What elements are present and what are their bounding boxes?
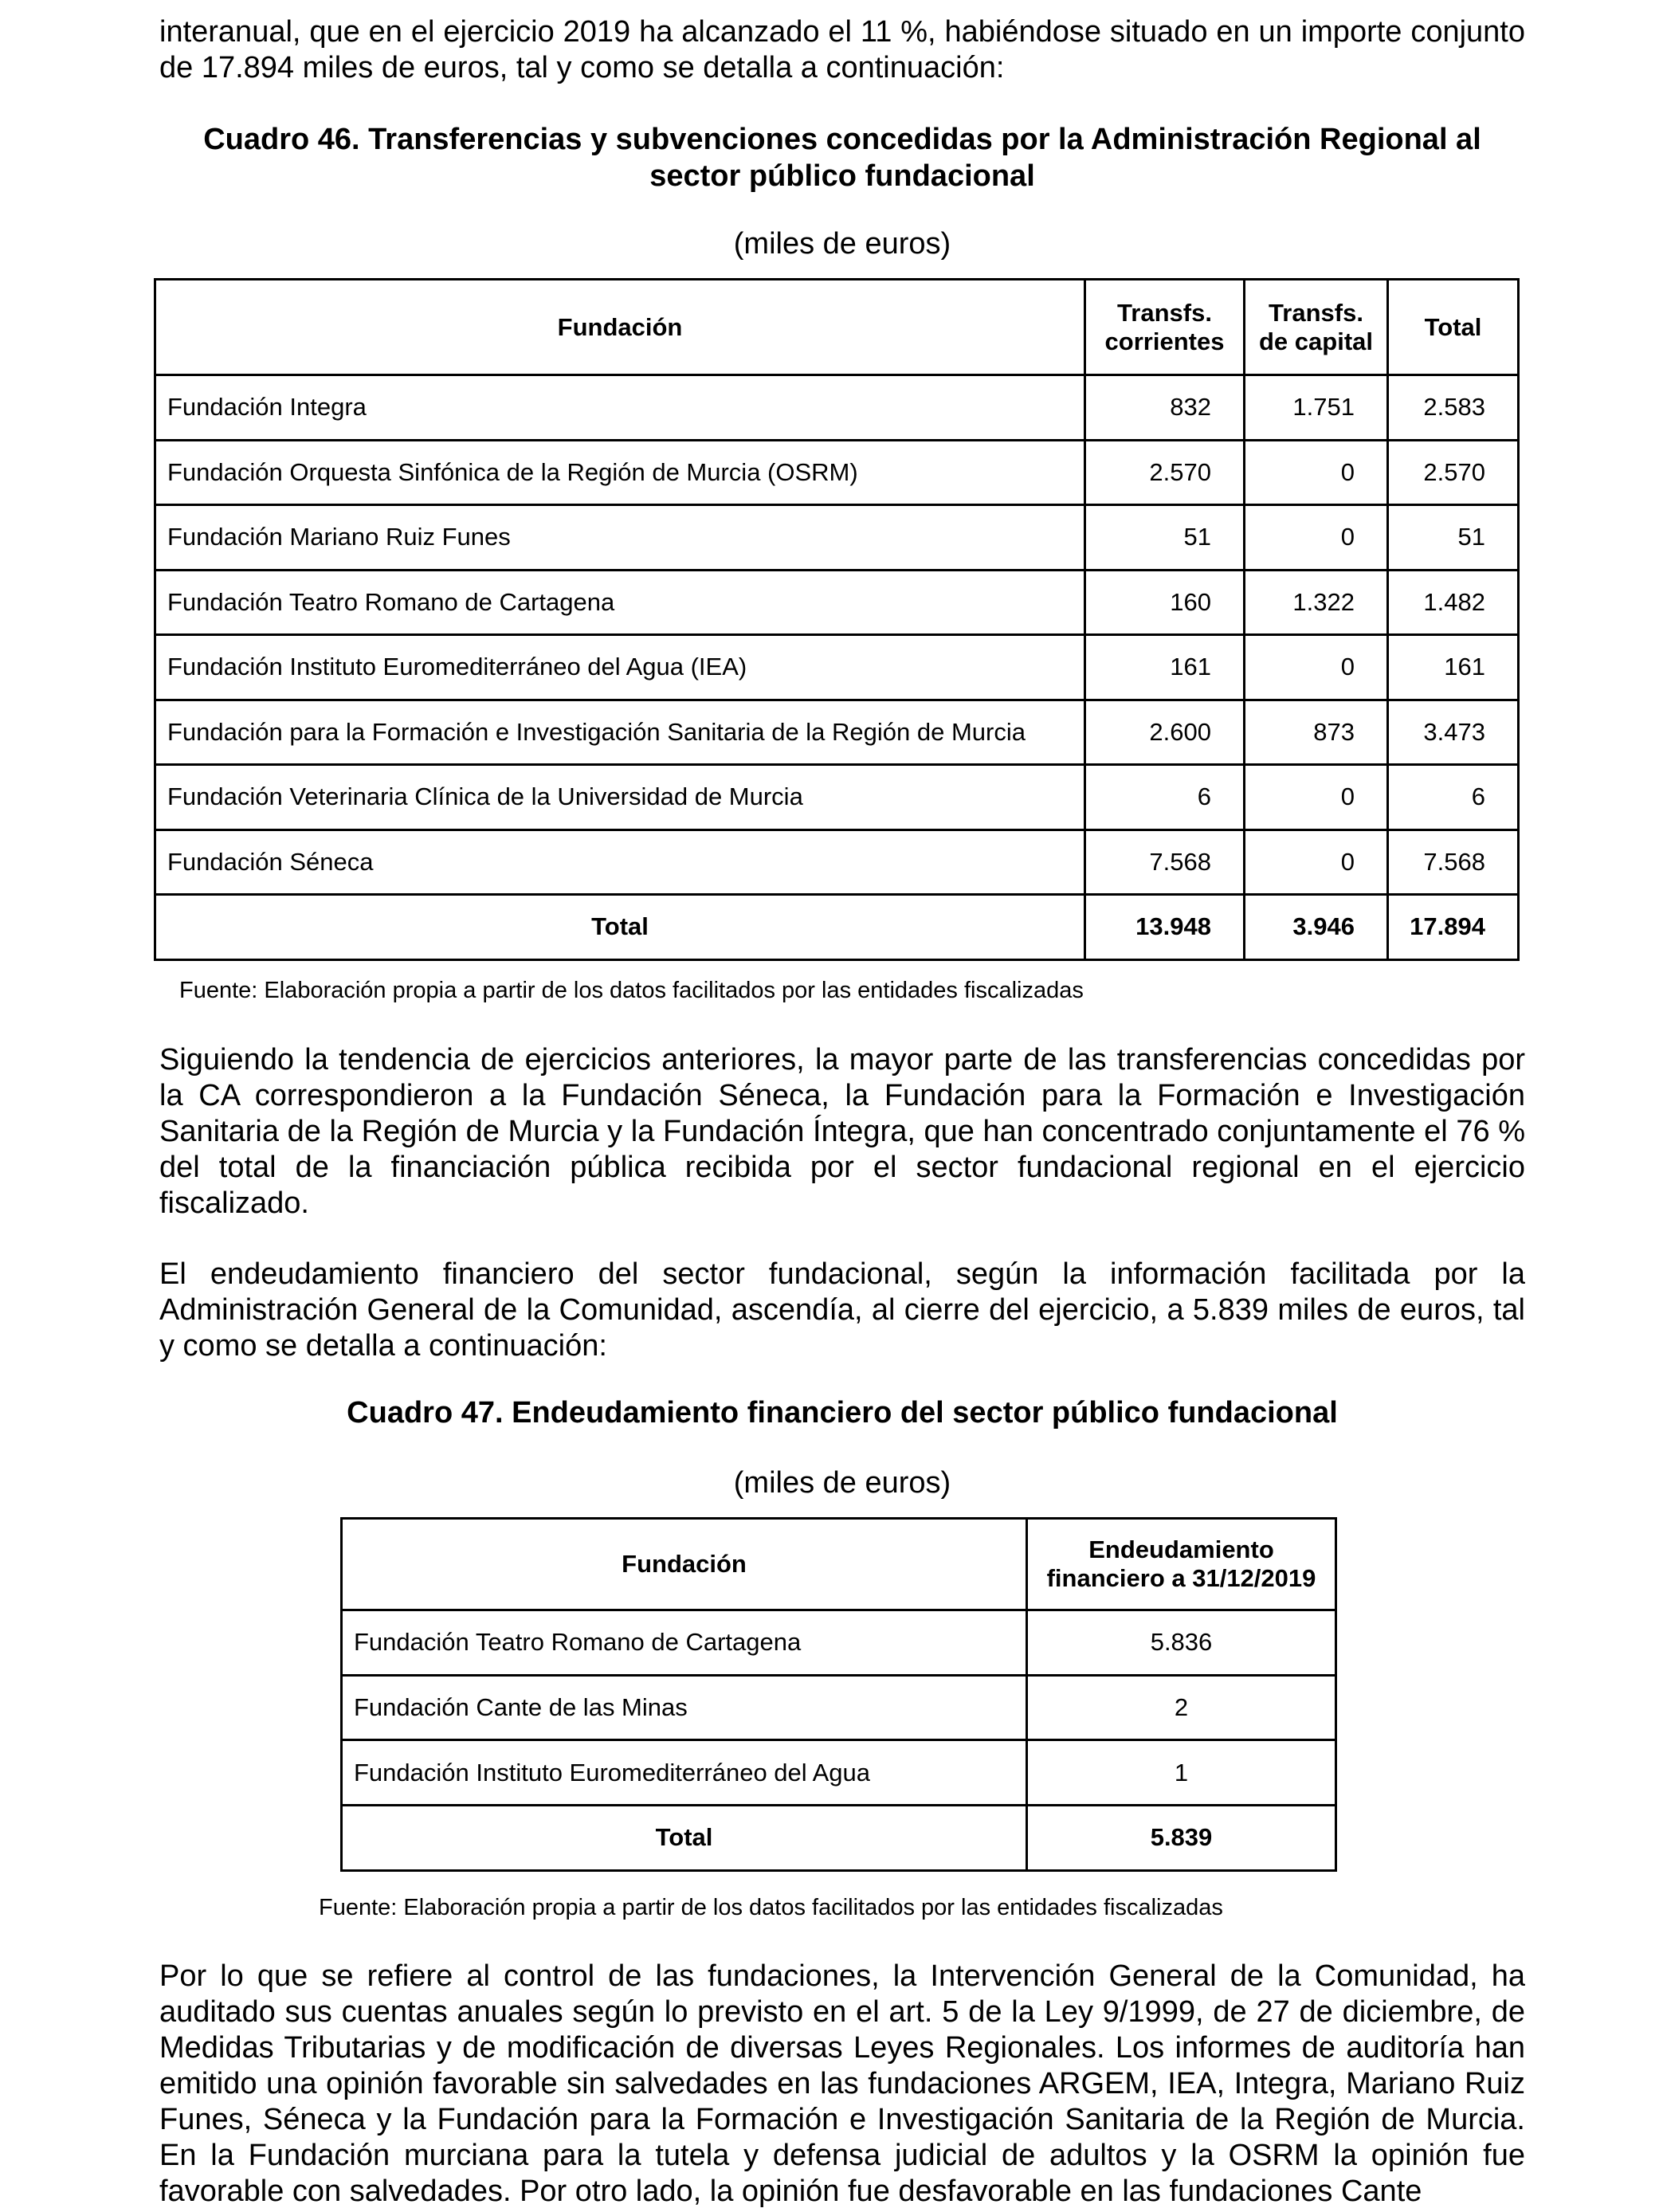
row-capital: 0 <box>1245 440 1388 505</box>
row-corrientes: 7.568 <box>1085 830 1245 895</box>
total-label: Total <box>342 1806 1027 1871</box>
header-total: Total <box>1388 280 1519 375</box>
row-capital: 0 <box>1245 505 1388 571</box>
paragraph-4: Por lo que se refiere al control de las fundaciones, la Intervención General de la Comunidad, ha auditado sus cuentas anuales según lo previsto en el art. 5 de la Ley 9/1999, de 27 de diciembre, de Medidas Tributarias y de modificación de diversas Leyes Regionales. Los informes de auditoría han emitido una opinión favorable sin salvedades en las fundaciones ARGEM, IEA, Integra, Mariano Ruiz Funes, Séneca y la Fundación para la Formación e Investigación Sanitaria de la Región de Murcia. En la Fundación murciana para la tutela y defensa judicial de adultos y la OSRM la opinión fue favorable con salvedades. Por otro lado, la opinión fue desfavorable en las fundaciones Cante <box>159 1959 1525 2208</box>
table-row <box>155 830 1519 895</box>
table-47-source: Fuente: Elaboración propia a partir de los datos facilitados por las entidades fiscalizadas <box>319 1895 1223 1920</box>
row-name: Fundación para la Formación e Investigación Sanitaria de la Región de Murcia <box>155 700 1085 765</box>
row-corrientes: 161 <box>1085 635 1245 700</box>
row-total: 51 <box>1388 505 1519 571</box>
row-total: 1.482 <box>1388 570 1519 635</box>
table-47-caption: Cuadro 47. Endeudamiento financiero del sector público fundacional <box>347 1396 1338 1430</box>
total-value: 5.839 <box>1027 1806 1336 1871</box>
table-row <box>155 570 1519 635</box>
table-total-row <box>155 895 1519 960</box>
header-endeudamiento <box>1027 1519 1336 1610</box>
row-total: 3.473 <box>1388 700 1519 765</box>
paragraph-3: El endeudamiento financiero del sector fundacional, según la información facilitada por la Administración General de la Comunidad, ascendía, al cierre del ejercicio, a 5.839 miles de euros, tal y como se detalla a continuación: <box>159 1257 1525 1363</box>
row-total: 6 <box>1388 765 1519 830</box>
header-transfs-corrientes <box>1085 280 1245 375</box>
table-row <box>342 1610 1336 1676</box>
total-corrientes: 13.948 <box>1085 895 1245 960</box>
table-total-row <box>342 1806 1336 1871</box>
row-name: Fundación Séneca <box>155 830 1085 895</box>
row-name: Fundación Veterinaria Clínica de la Universidad de Murcia <box>155 765 1085 830</box>
row-corrientes: 2.600 <box>1085 700 1245 765</box>
table-row <box>155 440 1519 505</box>
row-name: Fundación Teatro Romano de Cartagena <box>155 570 1085 635</box>
row-corrientes: 6 <box>1085 765 1245 830</box>
row-corrientes: 160 <box>1085 570 1245 635</box>
header-corrientes-line2: corrientes <box>1104 327 1225 355</box>
row-value: 2 <box>1027 1675 1336 1740</box>
intro-paragraph: interanual, que en el ejercicio 2019 ha alcanzado el 11 %, habiéndose situado en un importe conjunto de 17.894 miles de euros, tal y como se detalla a continuación: <box>159 15 1525 84</box>
table-47-units: (miles de euros) <box>733 1466 951 1500</box>
row-total: 2.583 <box>1388 375 1519 441</box>
table-row <box>342 1740 1336 1806</box>
table-row <box>155 700 1519 765</box>
row-capital: 0 <box>1245 765 1388 830</box>
header-corrientes-line1: Transfs. <box>1117 298 1212 327</box>
table-46-caption: Cuadro 46. Transferencias y subvenciones concedidas por la Administración Regional al sector público fundacional <box>203 123 1481 193</box>
row-total: 2.570 <box>1388 440 1519 505</box>
total-capital: 3.946 <box>1245 895 1388 960</box>
header-endeudamiento-line2: financiero a 31/12/2019 <box>1046 1564 1316 1592</box>
row-name: Fundación Teatro Romano de Cartagena <box>342 1610 1027 1676</box>
total-label: Total <box>155 895 1085 960</box>
row-name: Fundación Instituto Euromediterráneo del Agua <box>342 1740 1027 1806</box>
table-row <box>155 635 1519 700</box>
row-name: Fundación Mariano Ruiz Funes <box>155 505 1085 571</box>
row-name: Fundación Instituto Euromediterráneo del Agua (IEA) <box>155 635 1085 700</box>
table-46 <box>154 278 1520 961</box>
header-endeudamiento-line1: Endeudamiento <box>1088 1535 1274 1563</box>
row-total: 7.568 <box>1388 830 1519 895</box>
table-row <box>155 375 1519 441</box>
total-total: 17.894 <box>1388 895 1519 960</box>
table-47 <box>340 1517 1337 1872</box>
row-value: 5.836 <box>1027 1610 1336 1676</box>
table-row <box>155 765 1519 830</box>
row-corrientes: 51 <box>1085 505 1245 571</box>
row-name: Fundación Cante de las Minas <box>342 1675 1027 1740</box>
table-row <box>155 505 1519 571</box>
row-capital: 0 <box>1245 635 1388 700</box>
table-row <box>342 1675 1336 1740</box>
header-fundacion: Fundación <box>342 1519 1027 1610</box>
row-value: 1 <box>1027 1740 1336 1806</box>
table-46-units: (miles de euros) <box>733 227 951 261</box>
row-capital: 1.322 <box>1245 570 1388 635</box>
table-47-header-row <box>342 1519 1336 1610</box>
row-name: Fundación Orquesta Sinfónica de la Región de Murcia (OSRM) <box>155 440 1085 505</box>
table-46-source: Fuente: Elaboración propia a partir de los datos facilitados por las entidades fiscalizadas <box>179 978 1084 1003</box>
table-46-header-row <box>155 280 1519 375</box>
row-total: 161 <box>1388 635 1519 700</box>
row-corrientes: 832 <box>1085 375 1245 441</box>
header-fundacion: Fundación <box>155 280 1085 375</box>
paragraph-2: Siguiendo la tendencia de ejercicios anteriores, la mayor parte de las transferencias concedidas por la CA correspondieron a la Fundación Séneca, la Fundación para la Formación e Investigación Sanitaria de la Región de Murcia y la Fundación Íntegra, que han concentrado conjuntamente el 76 % del total de la financiación pública recibida por el sector fundacional regional en el ejercicio fiscalizado. <box>159 1043 1525 1220</box>
header-transfs-capital <box>1245 280 1388 375</box>
row-capital: 1.751 <box>1245 375 1388 441</box>
row-capital: 873 <box>1245 700 1388 765</box>
row-corrientes: 2.570 <box>1085 440 1245 505</box>
header-capital-line1: Transfs. <box>1269 298 1363 327</box>
row-name: Fundación Integra <box>155 375 1085 441</box>
row-capital: 0 <box>1245 830 1388 895</box>
header-capital-line2: de capital <box>1259 327 1373 355</box>
